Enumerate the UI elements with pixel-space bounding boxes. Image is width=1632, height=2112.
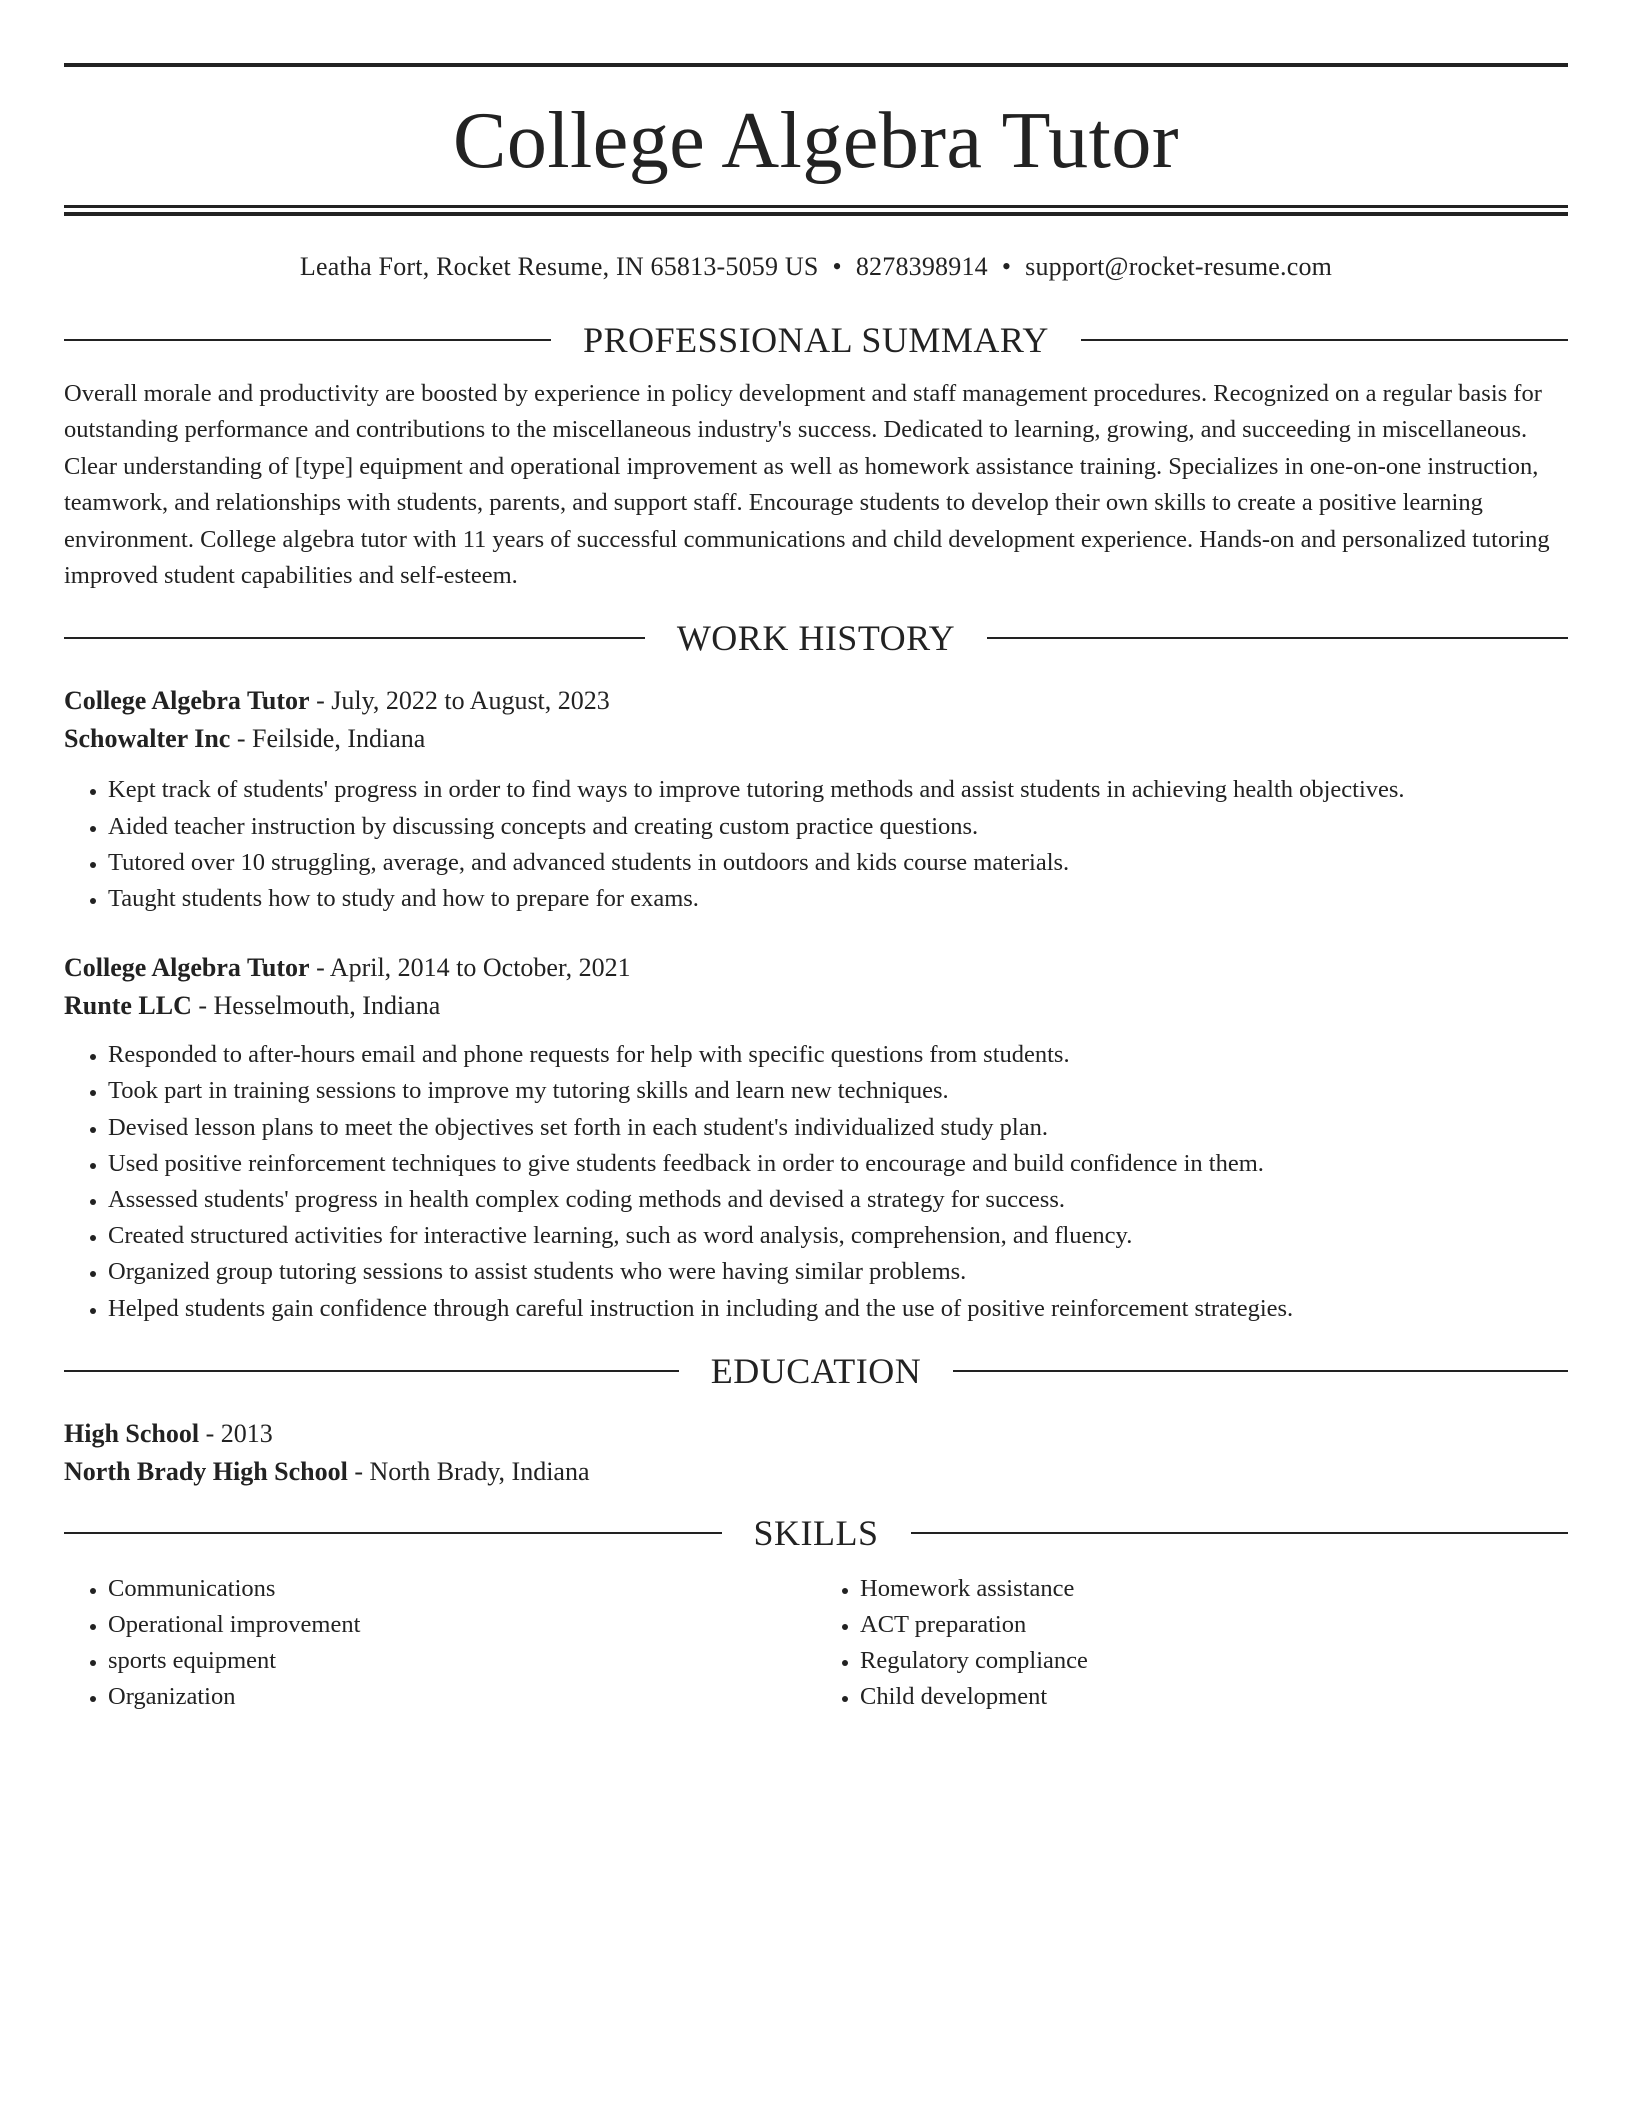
school-line — [64, 1453, 1568, 1491]
list-item: • Kept track of students' progress in order to find ways to improve tutoring methods and assist students in achieving health objectives. — [108, 772, 1568, 808]
company-name: Runte LLC — [64, 991, 192, 1021]
skill-item: • Homework assistance — [860, 1571, 1568, 1607]
school-location: - North Brady, Indiana — [347, 1456, 590, 1486]
summary-section-heading — [64, 318, 1568, 362]
job-dates: - April, 2014 to October, 2021 — [309, 953, 631, 983]
list-item: • Tutored over 10 struggling, average, and advanced students in outdoors and kids course materials. — [108, 845, 1568, 881]
graduation-year: - 2013 — [199, 1418, 273, 1448]
heading-rule — [987, 637, 1568, 639]
job-title: College Algebra Tutor — [64, 686, 310, 716]
company-line — [64, 720, 1568, 758]
job-title-line — [64, 682, 1568, 720]
heading-rule — [911, 1532, 1569, 1534]
skill-item: • sports equipment — [108, 1643, 816, 1679]
contact-separator: • — [832, 252, 842, 281]
list-item: • Created structured activities for interactive learning, such as word analysis, comprehension, and fluency. — [108, 1218, 1568, 1254]
work-heading: WORK HISTORY — [676, 618, 956, 659]
skills-grid — [64, 1571, 1568, 1716]
title-double-rule — [64, 205, 1568, 216]
skill-item: • Child development — [860, 1679, 1568, 1715]
company-name: Schowalter Inc — [64, 724, 231, 754]
heading-rule — [1081, 339, 1568, 341]
contact-address: Leatha Fort, Rocket Resume, IN 65813-5059 US — [299, 252, 819, 281]
job-bullets — [64, 772, 1568, 917]
skills-section-heading — [64, 1511, 1568, 1555]
education-section-heading — [64, 1349, 1568, 1393]
heading-rule — [64, 339, 551, 341]
skills-list-right — [816, 1571, 1568, 1716]
contact-line — [64, 252, 1568, 282]
job-dates: - July, 2022 to August, 2023 — [309, 686, 610, 716]
contact-phone: 8278398914 — [855, 252, 988, 281]
company-location: - Hesselmouth, Indiana — [191, 991, 441, 1021]
heading-rule — [64, 1532, 722, 1534]
list-item: • Responded to after-hours email and phone requests for help with specific questions from students. — [108, 1037, 1568, 1073]
job-title-line — [64, 949, 1568, 987]
heading-rule — [953, 1370, 1568, 1372]
skill-item: • Communications — [108, 1571, 816, 1607]
company-location: - Feilside, Indiana — [230, 724, 426, 754]
list-item: • Used positive reinforcement techniques to give students feedback in order to encourage and build confidence in them. — [108, 1146, 1568, 1182]
contact-email: support@rocket-resume.com — [1025, 252, 1333, 281]
list-item: • Devised lesson plans to meet the objectives set forth in each student's individualized study plan. — [108, 1110, 1568, 1146]
resume-title: College Algebra Tutor — [452, 97, 1180, 185]
education-entry — [64, 1415, 1568, 1491]
skill-item: • Operational improvement — [108, 1607, 816, 1643]
list-item: • Took part in training sessions to improve my tutoring skills and learn new techniques. — [108, 1073, 1568, 1109]
list-item: • Organized group tutoring sessions to assist students who were having similar problems. — [108, 1254, 1568, 1290]
skill-item: • Regulatory compliance — [860, 1643, 1568, 1679]
degree-line — [64, 1415, 1568, 1453]
work-section-heading — [64, 616, 1568, 660]
list-item: • Helped students gain confidence through careful instruction in including and the use of positive reinforcement strategies. — [108, 1291, 1568, 1327]
list-item: • Taught students how to study and how to prepare for exams. — [108, 881, 1568, 917]
school-name: North Brady High School — [64, 1456, 348, 1486]
job-entry — [64, 949, 1568, 1327]
job-entry — [64, 682, 1568, 917]
summary-heading: PROFESSIONAL SUMMARY — [583, 320, 1049, 360]
degree: High School — [64, 1418, 200, 1448]
skills-list-left — [64, 1571, 816, 1716]
job-bullets — [64, 1037, 1568, 1327]
heading-rule — [64, 1370, 679, 1372]
list-item: • Aided teacher instruction by discussing concepts and creating custom practice questions. — [108, 809, 1568, 845]
skills-heading: SKILLS — [753, 1512, 879, 1553]
skill-item: • ACT preparation — [860, 1607, 1568, 1643]
skill-item: • Organization — [108, 1679, 816, 1715]
heading-rule — [64, 637, 645, 639]
summary-text: Overall morale and productivity are boosted by experience in policy development and staff management procedures. Recognized on a regular basis for outstanding performance and contributions to the miscellaneous industry's success. Dedicated to learning, growing, and succeeding in miscellaneous. Clear understanding of [type] equipment and operational improvement as well as homework assistance training. Specializes in one-on-one instruction, teamwork, and relationships with students, parents, and support staff. Encourage students to develop their own skills to create a positive learning environment. College algebra tutor with 11 years of successful communications and child development experience. Hands-on and personalized tutoring improved student capabilities and self-esteem. — [64, 380, 1550, 590]
list-item: • Assessed students' progress in health complex coding methods and devised a strategy for success. — [108, 1182, 1568, 1218]
contact-separator: • — [1001, 252, 1012, 281]
job-title: College Algebra Tutor — [64, 953, 310, 983]
education-heading: EDUCATION — [710, 1350, 922, 1391]
company-line — [64, 987, 1568, 1025]
